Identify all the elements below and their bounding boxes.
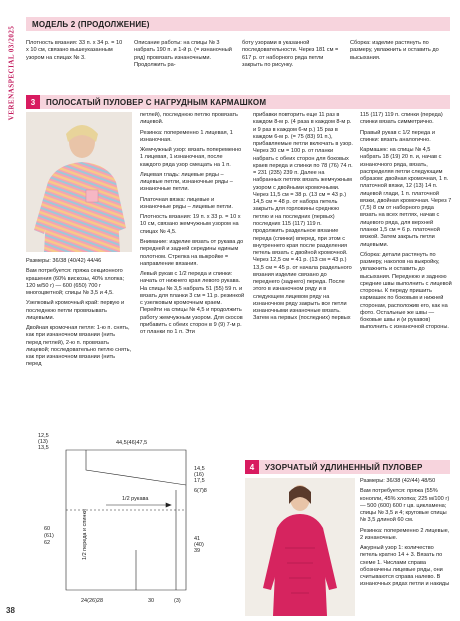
magazine-spine: VERENASPECIAL 03/2025: [7, 25, 15, 121]
model2-text-1: Плотность вязания: 33 п. х 34 р. = 10 х 10 см, связано вышеуказанным узором на спицах № 3.: [26, 40, 123, 61]
pattern-schematic: [26, 430, 226, 610]
s3-right2-text: Правый рукав с 1/2 переда и спинки: вязать аналогично.: [360, 129, 435, 143]
s3-col-mid: [140, 112, 245, 339]
s3-mid-text: Левый рукав с 1/2 переда и спинки: начать от нижнего края левого рукава. На спицы № 3,5 набрать 51 (55) 59 п. и вязать для планки 3 см = 11 р. резинкой с узелковым кромочным краем. Перейти на спицы № 4,5 и продолжить работу жемчужным узором. Для скосов прибавить с обеих сторон в 9 (9) 7-м р. от планки по 1 п. Эти: [140, 271, 245, 336]
dim-bottom-mid: 30: [148, 598, 155, 604]
model2-text-4: Сборка: изделие растянуть по размеру, увлажнить и оставить до высыхания.: [350, 40, 439, 61]
s3-mid-text: Жемчужный узор: вязать попеременно 1 лицевая, 1 изнаночная, после каждого ряда узор смещать на 1 п.: [140, 147, 242, 168]
section-title: УЗОРЧАТЫЙ УДЛИНЕННЫЙ ПУЛОВЕР: [265, 462, 423, 472]
s3-right2-text: Кармашек: на спицы № 4,5 набрать 18 (19) 20 п. и, начав с изнаночного ряда, вязать, распределяя петли следующим образом: двойная кромочная, 1 п. платочной вязки, 12 (13) 14 п. лицевой глади, 1 п. платочной вязки, двойная кромочная. Через 7 (7,5) 8 см от наборного ряда вязать на всех петлях, начав с лицевого ряда, для верхней планки 1,5 см = 6 р. платочной вязкой. Затем закрыть петли лицевыми.: [360, 147, 452, 248]
dim-right-upper: 17,5: [194, 478, 205, 484]
s3-sizes: Размеры: 36/38 (40/42) 44/46: [26, 258, 102, 264]
model2-text-3: боту узорами в указанной последовательности. Через 181 см = 617 р. от наборного ряда петли закрыть по рисунку.: [242, 40, 339, 68]
s3-mid-text: Лицевая гладь: лицевые ряды – лицевые петли, изнаночные ряды – изнаночные петли.: [140, 171, 233, 193]
s4-rib: Резинка: попеременно 2 лицевые, 2 изнаночные.: [360, 527, 450, 541]
dim-right-lower: (40): [194, 542, 204, 548]
s3-right2-text: Сборка: детали растянуть по размеру, наколов на выкройку, увлажнить и оставить до высыхания. Переднюю и заднюю средние швы выполнить с лицевой стороны. К переду пришить кармашек по боковым и нижней сторонам, расположив его, как на фото. Остальные же швы — боковые швы и (и рукавов) выполнить с изнаночной стороны.: [360, 251, 452, 331]
s3-materials: Вам потребуется: пряжа секционного крашения (60% вискозы, 40% хлопка; 120 м/50 г) — 600 (650) 700 г многоцветной; спицы № 3,5 и 4,5.: [26, 268, 125, 297]
section-number: 3: [26, 95, 40, 109]
dim-right-mid: 6(7)8: [194, 488, 207, 494]
striped-pullover-photo: [26, 112, 132, 252]
dim-right-lower: 39: [194, 548, 201, 554]
s3-col-right2: [360, 112, 452, 335]
s3-col-left: [26, 258, 132, 372]
model2-text-2: Описание работы: на спицы № 3 набрать 190 п. и 1-й р. (= изнаночный ряд) провязать изнаночными. Продолжить ра-: [134, 40, 232, 68]
section-number: 4: [245, 460, 259, 474]
dim-left-side: 62: [44, 540, 51, 546]
page-number: 38: [6, 606, 15, 615]
dim-right-lower: 41: [194, 536, 201, 542]
model2-col-4: [350, 40, 450, 65]
s3-double-edge: Двойная кромочная петля: 1-ю п. снять, как при изнаночном вязании (нить перед петлей), 2-ю п. провязать лицевой; последовательно петлю снять, как при изнаночном вязании (нить перед: [26, 325, 132, 368]
dim-left-side: (61): [44, 533, 54, 539]
s3-mid-text: петлей), последнюю петлю провязать лицевой.: [140, 112, 238, 126]
section-title: МОДЕЛЬ 2 (ПРОДОЛЖЕНИЕ): [32, 19, 150, 29]
model2-col-3: [242, 40, 342, 72]
section-4-header: [245, 460, 450, 474]
s4-sizes: Размеры: 36/38 (42/44) 48/50: [360, 478, 436, 484]
dim-top-left: 12,5: [38, 433, 49, 439]
dim-top-left: 13,5: [38, 445, 49, 451]
s4-col: [360, 478, 452, 592]
model2-col-1: [26, 40, 126, 65]
dim-bottom-left: 24(26)28: [81, 598, 104, 604]
dim-right-upper: (16): [194, 472, 204, 478]
dim-left-side: 60: [44, 526, 51, 532]
s3-right2-text: 115 (117) 119 п. спинки (переда) спинки вязать симметрично.: [360, 112, 443, 126]
dim-right-upper: 14,5: [194, 466, 205, 472]
arrow-label: 1/2 рукава: [122, 496, 149, 502]
s4-lace: Ажурный узор 1: количество петель кратно 14 + 3. Вязать по схеме 1. Числами справа обозначены лицевые ряды, они считываются справа налево. В изнаночных рядах петли и накиды: [360, 545, 450, 588]
section-title: ПОЛОСАТЫЙ ПУЛОВЕР С НАГРУДНЫМ КАРМАШКОМ: [46, 97, 267, 107]
s3-col-right1: [253, 112, 353, 326]
s3-edge: Узелковый кромочный край: первую и последнюю петли провязывать лицевыми.: [26, 300, 125, 321]
vertical-label: 1/2 переда и спинки: [82, 509, 88, 560]
s3-mid-text: Платочная вязка: лицевые и изнаночные ряды – лицевые петли.: [140, 196, 233, 210]
dim-top-center: 44,5(46)47,5: [116, 440, 148, 446]
s4-materials: Вам потребуется: пряжа (55% конопли, 45% хлопка; 225 м/100 г) — 500 (600) 600 г цв. цикламена; спицы № 3,5 и 4; круговые спицы № 3,5 длиной 60 см.: [360, 488, 450, 524]
dim-bottom-right: (3): [174, 598, 181, 604]
s3-mid-text: Внимание: изделие вязать от рукава до передней и задней середины единым полотном. Стрелка на выкройке = направление вязания.: [140, 238, 244, 267]
model2-col-2: [134, 40, 234, 72]
pink-pullover-photo: [245, 478, 355, 616]
s3-right1-text: прибавки повторить еще 11 раз в каждом 8-м р. (4 раза в каждом 8-м р. и 9 раз в каждом 6-м р.) 15 раз в каждом 6-м р. (= 75 (83) 91 п.), прибавляемые петли включать в узор. Через 30 см = 100 р. от планки набрать с обеих сторон для боковых краев переда и спинки по 78 (76) 74 п. = 231 (235) 239 п. Далее на набранных петлях вязать жемчужным узором с двойными кромочными. Через 11,5 см = 38 р. (13 см = 43 р.) 14,5 см = 48 р. от набора петель закрыть для горловины среднюю петлю и на последних (первых) последних 115 (117) 119 п. продолжить раздельное вязание переда (спинки) вперед, при этом с внутреннего края после разделения петель вязать с двойной кромочной. Через 12,5 см = 41 р. (13 см = 43 р.) 13,5 см = 45 р. от начала раздельного вязания изделие связано до переднего (заднего) переда. После этого в изнаночном ряду и в следующем лицевом ряду на изнаночном ряду закрыть все петли изнаночными изнаночные вязать. Затем на первых (последних) первых: [253, 112, 353, 322]
s3-mid-text: Плотность вязания: 19 п. х 33 р. = 10 х 10 см, связано жемчужным узором на спицах № 4,5.: [140, 214, 241, 235]
section-model2-header: [26, 17, 450, 31]
s3-mid-text: Резинка: попеременно 1 лицевая, 1 изнаночная.: [140, 129, 233, 143]
section-3-header: [26, 95, 450, 109]
dim-top-left: (13): [38, 439, 48, 445]
